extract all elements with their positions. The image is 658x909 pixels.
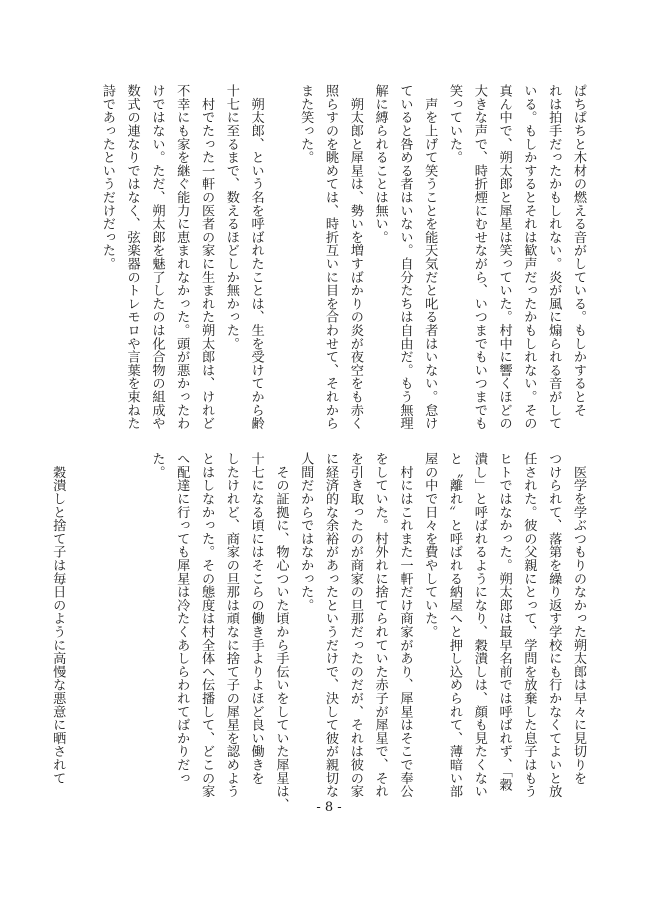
text-column: 潰し」と呼ばれるようになり、穀潰しは、顔も見たくない [471,452,487,798]
text-column: 十七に至るまで、数えるほどしか無かった。 [223,84,239,350]
text-column: 村でたった一軒の医者の家に生まれた朔太郎は、けれど [199,84,215,430]
text-column: を引き取ったのが商家の旦那だったのだが、それは彼の家 [347,452,363,798]
text-column: ていると咎める者はいない。自分たちは自由だ。もう無理 [397,84,413,430]
text-column: けではない。ただ、朔太郎を魅了したのは化合物の組成や [149,84,165,430]
text-column: つけられて、落第を繰り返す学校にも行かなくてよいと放 [546,452,562,798]
text-column [94,452,119,792]
text-column: 真ん中で、朔太郎と犀星は笑っていた。村中に響くほどの [496,84,512,430]
text-column: 数式の連なりではなく、弦楽器のトレモロや言葉を束ねた [124,84,140,430]
text-column: 詩であったというだけだった。 [99,84,115,271]
text-column: したけれど、商家の旦那は頑なに捨て子の犀星を認めよう [223,452,239,798]
text-block-upper [94,84,590,430]
text-column: 大きな声で、時折煙にむせながら、いつまでもいつまでも [471,84,487,430]
text-column: 笑っていた。 [447,84,463,164]
text-column: とはしなかった。その態度は村全体へ伝播して、どこの家 [199,452,215,798]
text-column: 解に縛られることは無い。 [372,84,388,244]
text-column: また笑った。 [298,84,314,164]
text-column: 穀潰しと捨て子は毎日のように高慢な悪意に晒されて [50,452,66,785]
text-column: れは拍手だったかもしれない。炎が風に煽られる音がして [546,84,562,430]
text-column [268,84,293,424]
text-column: 医学を学ぶつもりのなかった朔太郎は早々に見切りを [571,452,586,785]
text-column [69,452,94,792]
text-column: と〝離れ〟と呼ばれる納屋へと押し込められて、薄暗い部 [447,452,463,798]
text-column: に経済的な余裕があったというだけで、決して彼が親切な [323,452,339,798]
text-column: た。 [149,452,165,479]
text-column: 不幸にも家を継ぐ能力に恵まれなかった。頭が悪かったわ [174,84,190,430]
page-number: - 8 - [316,800,342,815]
text-column: 屋の中で日々を費やしていた。 [422,452,438,639]
text-column: 声を上げて笑うことを能天気だと叱る者はいない。怠け [422,84,438,430]
text-column: ぱちぱちと木材の燃える音がしている。もしかするとそ [571,84,586,417]
text-column: 十七になる頃にはそこらの働き手よりよほど良い働きを [248,452,264,785]
text-column: 任された。彼の父親にとって、学問を放棄した息子はもう [521,452,537,798]
text-block-lower [44,452,590,812]
text-column: へ配達に行っても犀星は冷たくあしらわれてばかりだっ [174,452,190,785]
text-column: ヒトではなかった。朔太郎は最早名前では呼ばれず、「穀 [496,452,512,792]
text-column: 照らすのを眺めては、時折互いに目を合わせて、それから [323,84,339,430]
text-column: いる。もしかするとそれは歓声だったかもしれない。その [521,84,537,430]
text-column: その証拠に、物心ついた頃から手伝いをしていた犀星は、 [273,452,289,812]
text-column: 朔太郎と犀星は、勢いを増すばかりの炎が夜空をも赤く [347,84,363,430]
text-column [119,452,144,792]
text-column: 人間だからではなかった。 [298,452,314,612]
text-column: 朔太郎、という名を呼ばれたことは、生を受けてから齢 [248,84,264,430]
text-column: 村にはこれまた一軒だけ商家があり、犀星はそこで奉公 [397,452,413,798]
text-column: をしていた。村外れに捨てられていた赤子が犀星で、それ [372,452,388,798]
